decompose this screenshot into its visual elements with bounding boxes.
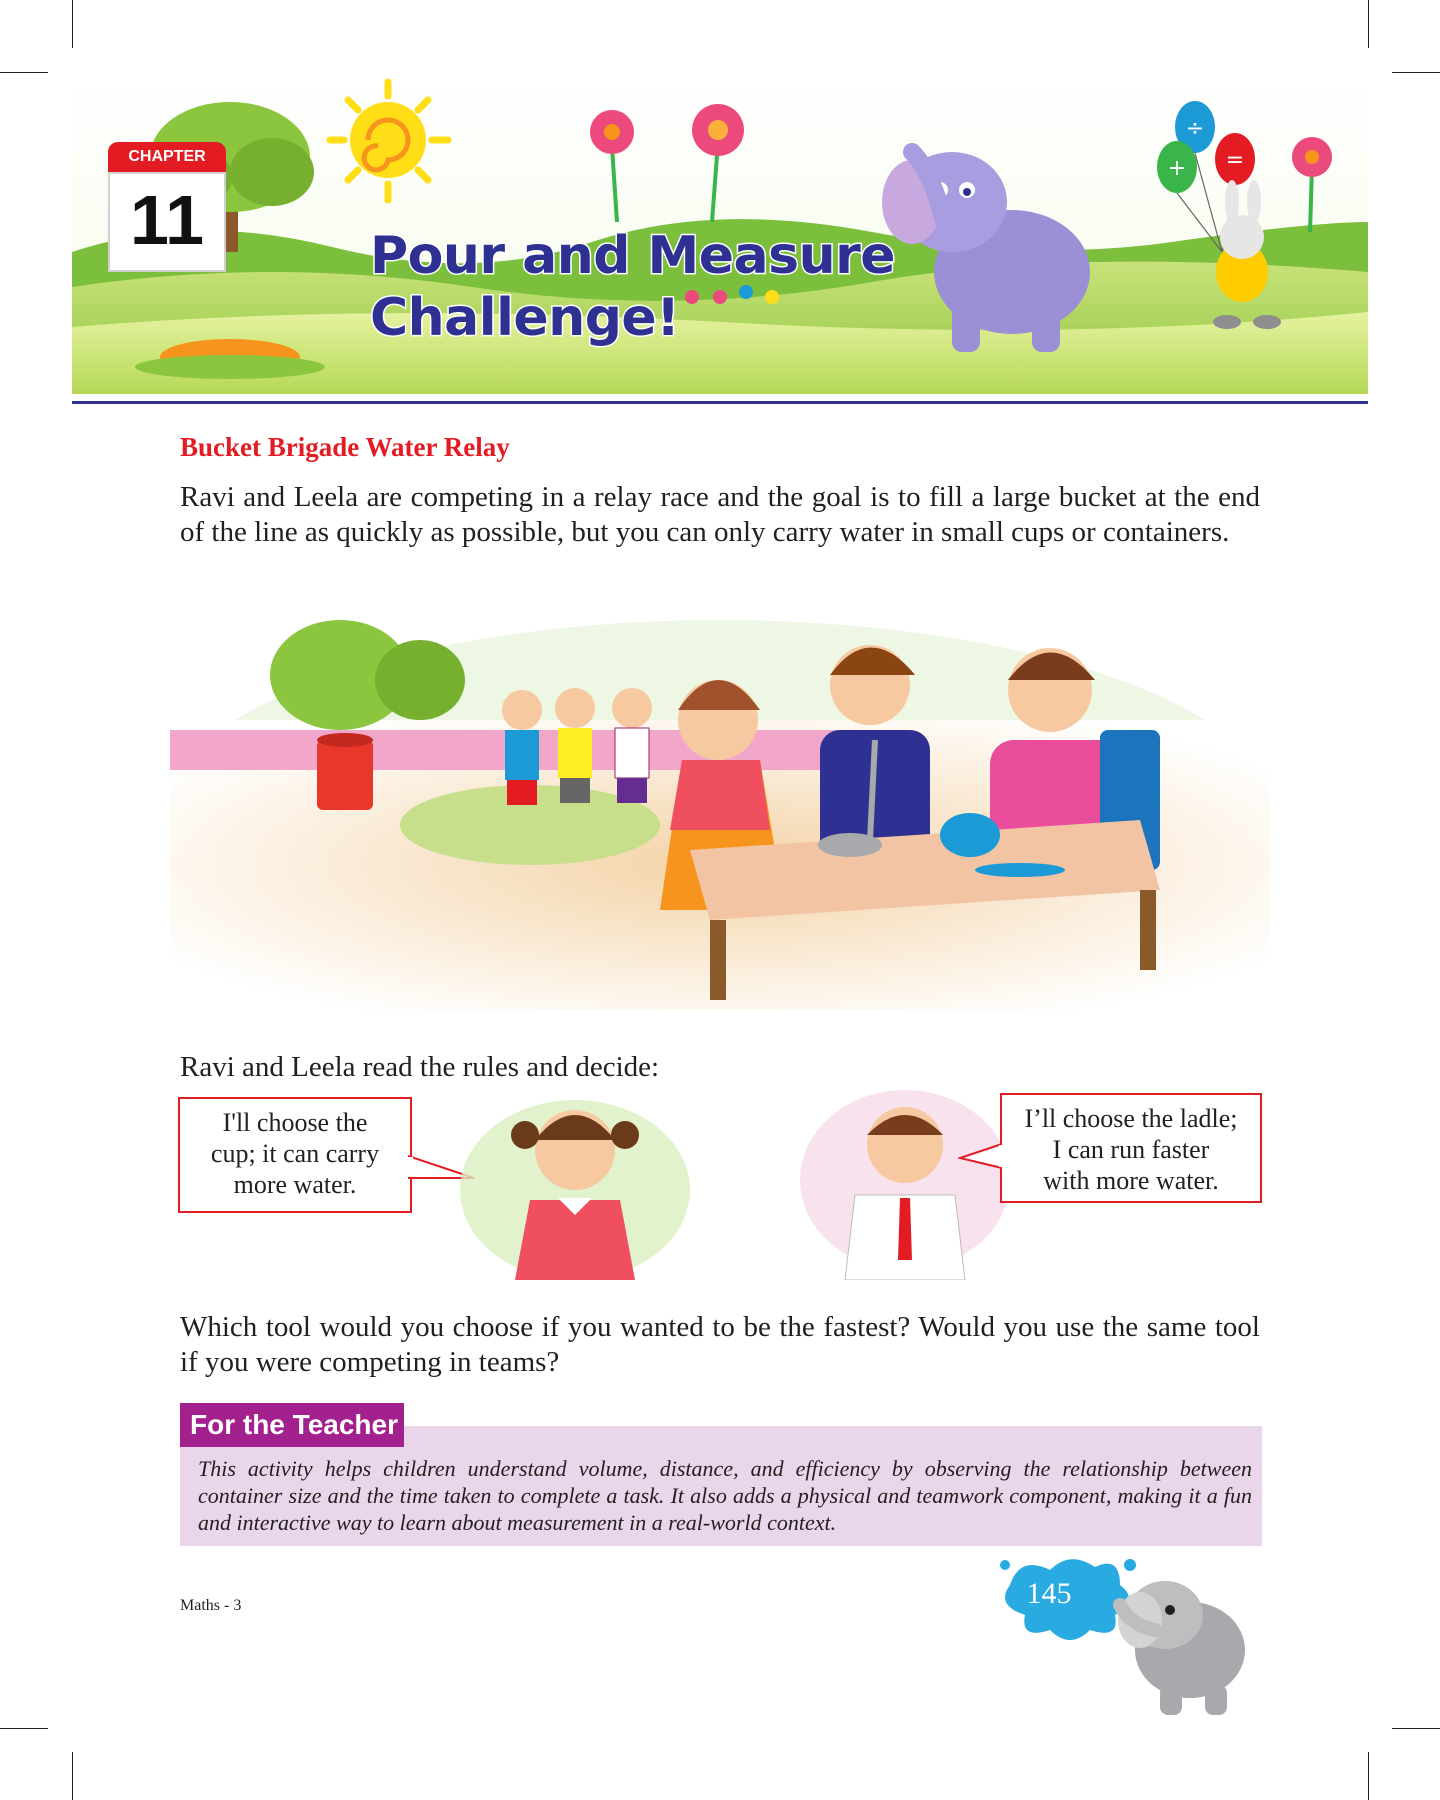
teacher-note: This activity helps children understand volume, distance, and efficiency by observing the relationship between container size and the time taken to complete a task. It also adds a physical and teamwork component, making it a fun and interactive way to learn about measurement in a real-world context.	[198, 1456, 1252, 1535]
chapter-calendar	[108, 142, 226, 272]
page-number: 145	[1026, 1577, 1072, 1610]
bubble-line: I’ll choose the ladle;	[1024, 1104, 1238, 1133]
intro-paragraph: Ravi and Leela are competing in a relay race and the goal is to fill a large bucket at the end of the line as quickly as possible, but you can only carry water in small cups or containers.	[180, 481, 1260, 548]
section-heading: Bucket Brigade Water Relay	[180, 432, 510, 462]
elephant-icon	[1118, 1581, 1245, 1715]
crop-mark	[72, 1752, 73, 1800]
crop-mark	[1368, 0, 1369, 48]
chapter-title-line: Challenge!	[370, 288, 680, 348]
question-paragraph: Which tool would you choose if you wanted to be the fastest? Would you use the same tool if you were competing in teams?	[180, 1311, 1260, 1378]
rules-paragraph: Ravi and Leela read the rules and decide:	[180, 1051, 660, 1083]
bubble-line: I'll choose the	[222, 1108, 368, 1137]
ravi-speech-bubble	[1000, 1093, 1262, 1203]
header-rule	[72, 401, 1368, 404]
crop-mark	[1392, 1728, 1440, 1729]
book-title-footer: Maths - 3	[180, 1597, 242, 1614]
svg-text:+: +	[1167, 156, 1187, 181]
ravi-illustration	[800, 1080, 1010, 1280]
crop-mark	[0, 72, 48, 73]
teacher-label: For the Teacher	[180, 1403, 404, 1447]
relay-scene-illustration	[170, 590, 1270, 1010]
crop-mark	[72, 0, 73, 48]
chapter-title	[370, 225, 895, 349]
bubble-line: more water.	[233, 1170, 357, 1199]
crop-mark	[1392, 72, 1440, 73]
chapter-number: 11	[108, 172, 226, 272]
page-number-splash	[990, 1545, 1270, 1725]
leela-illustration	[460, 1080, 690, 1280]
bubble-line: with more water.	[1043, 1166, 1219, 1195]
chapter-label: CHAPTER	[108, 142, 226, 172]
crop-mark	[1368, 1752, 1369, 1800]
svg-text:=: =	[1225, 148, 1245, 173]
leela-speech-bubble	[178, 1097, 412, 1213]
crop-mark	[0, 1728, 48, 1729]
chapter-title-line: Pour and Measure	[370, 226, 896, 286]
svg-text:÷: ÷	[1185, 116, 1205, 141]
bubble-line: I can run faster	[1052, 1135, 1210, 1164]
speech-bubble-tail	[958, 1140, 1004, 1174]
bubble-line: cup; it can carry	[210, 1139, 380, 1168]
